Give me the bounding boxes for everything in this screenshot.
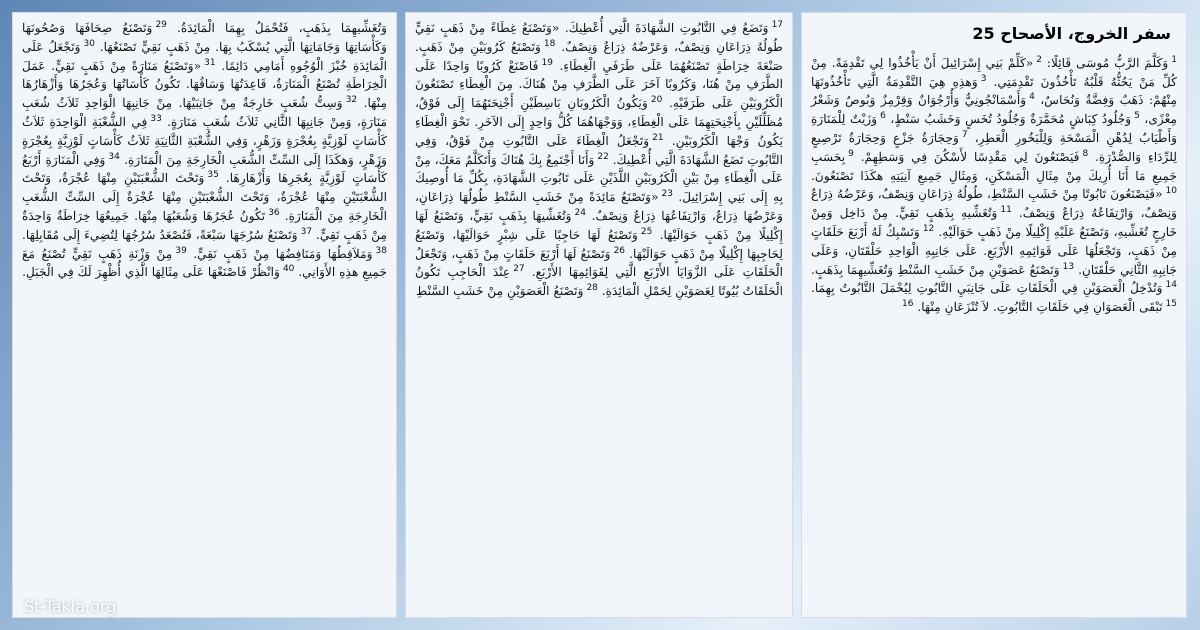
verse-number: 27 [513, 264, 525, 275]
verse-number: 37 [300, 226, 313, 237]
verse-text: «فَيَصْنَعُونَ تَابُوتًا مِنْ خَشَبِ السَّنْطِ، طُولُهُ ذِرَاعَانِ وَنِصْفٌ، وَعَرْضُهُ ذِرَاعٌ وَنِصْفٌ، وَارْتِفَاعُهُ ذِرَاعٌ وَنِصْفٌ. [811, 187, 1177, 221]
verse-text: وَهذِهِ هِيَ التَّقْدِمَةُ الَّتِي تَأْخُذُونَهَا مِنْهُمْ: ذَهَبٌ وَفِضَّةٌ وَنُحَاسٌ، [811, 74, 1178, 108]
verse-text: وَحِجَارَةُ جَزْعٍ وَحِجَارَةُ تَرْصِيعٍ لِلرِّدَاءِ وَالصُّدْرَةِ. [811, 130, 1177, 164]
verse-number: 38 [375, 245, 387, 256]
verse-text: «وَتَصْنَعُ غِطَاءً مِنْ ذَهَبٍ نَقِيٍّ طُولُهُ ذِرَاعَانِ وَنِصْفٌ، وَعَرْضُهُ ذِرَاعٌ وَنِصْفٌ. [415, 21, 784, 54]
verse-text: وَتَضَعُ فِي التَّابُوتِ الشَّهَادَةَ الَّتِي أُعْطِيكَ. [564, 21, 769, 35]
verse-text: وَجُلُودُ كِبَاشٍ مُحَمَّرَةٌ وَجُلُودُ تُخَسٍ وَخَشَبُ سَنْطٍ، [890, 112, 1132, 127]
verse-number: 18 [543, 38, 556, 49]
verse-number: 6 [880, 111, 886, 122]
verse-text: تَبْقَى الْعَصَوَانِ فِي حَلَقَاتِ التَّابُوتِ. لاَ تُنْزَعَانِ مِنْهَا. [917, 300, 1163, 315]
verse-number: 22 [597, 151, 609, 162]
verse-number: 4 [1029, 92, 1035, 103]
verse [177, 21, 387, 35]
verse-text: تَكُونُ عُجَرُهَا وَشُعَبُهَا مِنْهَا. جَمِيعُهَا خِرَاطَةٌ وَاحِدَةٌ مِنْ ذَهَبٍ نَقِيٍّ. [22, 208, 388, 242]
verse-number: 11 [1000, 205, 1012, 216]
verse-text: «وَتَصْنَعُ مَائِدَةً مِنْ خَشَبِ السَّنْطِ طُولُهَا ذِرَاعَانِ، وَعَرْضُهَا ذِرَاعٌ، وَارْتِفَاعُهَا ذِرَاعٌ وَنِصْفٌ. [415, 190, 784, 223]
verse-text: وَتَسْبِكُ لَهُ أَرْبَعَ حَلَقَاتٍ مِنْ ذَهَبٍ، وَتَجْعَلُهَا عَلَى قَوَائِمِهِ الأَرْبَعِ. عَلَى جَانِبِهِ الْوَاحِدِ حَلْقَتَانِ، وَعَلَى جَانِبِهِ الثَّانِي حَلْقَتَانِ. [811, 224, 1178, 277]
verse-number: 3 [980, 73, 987, 84]
text-column-right [801, 12, 1187, 618]
verse-text: بِحَسَبِ جَمِيعِ مَا أَنَا أُرِيكَ مِنْ مِثَالِ الْمَسْكَنِ، وَمِثَالِ جَمِيعِ آنِيَتِهِ هكَذَا تَصْنَعُونَ. [811, 149, 1177, 183]
verse-number: 15 [1165, 299, 1177, 310]
verse-text: وَتَصْنَعُ الْعَصَوَيْنِ مِنْ خَشَبِ السَّنْطِ [416, 284, 584, 299]
verse-text: وَسِتُّ شُعَبٍ خَارِجَةٌ مِنْ جَانِبَيْهَا. مِنْ جَانِبِهَا الْوَاحِدِ ثَلاَثُ شُعَبِ مَنَارَةٍ، وَمِنْ جَانِبِهَا الثَّانِي ثَلاَثُ شُعَبِ مَنَارَةٍ. [22, 96, 388, 129]
verse-number: 1 [1171, 54, 1177, 65]
verse [917, 300, 1177, 314]
verse-number: 21 [652, 132, 664, 143]
verse-number: 2 [1036, 54, 1042, 65]
column-body [22, 19, 387, 282]
verse-text: فَاصْنَعْ كَرُوبًا وَاحِدًا عَلَى الطَّرَفِ مِنْ هُنَا، وَكَرُوبًا آخَرَ عَلَى الطَّرَفِ مِنْ هُنَاكَ. مِنَ الْغِطَاءِ تَصْنَعُونَ الْكَرُوبَيْنِ عَلَى طَرَفَيْهِ. [415, 58, 784, 111]
verse-number: 23 [661, 189, 673, 200]
verse-number: 28 [586, 283, 598, 294]
verse-text: وَتَصْنَعُ سُرُجَهَا سَبْعَةً، فَتُصْعَدُ سُرُجُهَا لِتُضِيءَ إِلَى مُقَابِلِهَا. [22, 227, 298, 242]
verse-number: 10 [1165, 186, 1177, 197]
verse-text: وَتَجْعَلُ الْغِطَاءَ عَلَى التَّابُوتِ مِنْ فَوْقُ، وَفِي التَّابُوتِ تَضَعُ الشَّهَادَةَ الَّتِي أُعْطِيكَ. [415, 133, 783, 167]
verse-text: وَأَسْمَانْجُونِيٌّ وَأُرْجُوَانٌ وَقِرْمِزٌ وَبُوصٌ وَشَعْرُ مِعْزًى، [811, 93, 1178, 127]
verse [22, 265, 294, 279]
verse [565, 21, 783, 35]
verse-number: 5 [1134, 111, 1140, 122]
verse-text: وَكَلَّمَ الرَّبُّ مُوسَى قَائِلًا: [1046, 55, 1169, 70]
verse-text: وَتَجْعَلُ عَلَى الْمَائِدَةِ خُبْزَ الْوُجُوهِ أَمَامِي دَائِمًا. [22, 39, 388, 73]
column-body [811, 54, 1177, 317]
verse-text: وَتَصْنَعُ لَهَا أَرْبَعَ حَلَقَاتٍ مِنْ ذَهَبٍ، وَتَجْعَلُ الْحَلَقَاتِ عَلَى الزَّوَايَا الأَرْبَعِ الَّتِي لِقَوَائِمِهَا الأَرْبَعِ. [415, 246, 784, 280]
verse [811, 281, 1177, 295]
verse-text: «كَلِّمْ بَنِي إِسْرَائِيلَ أَنْ يَأْخُذُوا لِي تَقْدِمَةً. مِنْ كُلِّ مَنْ يَحُثُّهُ قَلْبُهُ تَأْخُذُونَ تَقْدِمَتِي. [811, 55, 1177, 89]
verse [861, 150, 1089, 164]
verse-text: وَتَصْنَعُ كَرُوبَيْنِ مِنْ ذَهَبٍ. صَنْعَةَ خِرَاطَةٍ تَصْنَعُهُمَا عَلَى طَرَفَيِ الْغِطَاءِ. [415, 39, 783, 73]
verse-text: فِي الشُّعْبَةِ الْوَاحِدَةِ ثَلاَثُ كَأْسَاتٍ لَوْزِيَّةٍ بِعُجْرَةٍ وَزَهْرٍ، وَفِي الشُّعْبَةِ الثَّانِيَةِ ثَلاَثُ كَأْسَاتٍ لَوْزِيَّةٍ بِعُجْرَةٍ وَزَهْرٍ، وَهكَذَا إِلَى السِّتِّ الشُّعَبِ الْخَارِجَةِ مِنَ الْمَنَارَةِ. [22, 114, 388, 167]
verse-number: 30 [83, 38, 95, 49]
verse-number: 36 [268, 207, 280, 218]
verse-text: مِنْ وَزْنَةِ ذَهَبٍ نَقِيٍّ تُصْنَعُ مَعَ جَمِيعِ هذِهِ الأَوَانِي. [22, 246, 387, 280]
verse-number: 40 [282, 264, 295, 275]
column-body [415, 19, 783, 301]
verse-number: 33 [150, 113, 162, 124]
verse-number: 34 [108, 151, 120, 162]
verse-number: 31 [204, 57, 216, 68]
verse [899, 300, 913, 314]
verse-text: وَتُغَشِّيهِ بِذَهَبٍ نَقِيٍّ. مِنْ دَاخِل وَمِنْ خَارِجٍ تُغَشِّيهِ، وَتَصْنَعُ عَلَيْهِ إِكْلِيلًا مِنْ ذَهَبٍ حَوَالَيْهِ. [811, 206, 1177, 239]
text-column-left [12, 12, 397, 618]
verse-number: 16 [902, 299, 914, 310]
verse-text: وَتَصْنَعُ صِحَافَهَا وَصُحُونَهَا وَكَأْسَاتِهَا وَجَامَاتِهَا الَّتِي يُسْكَبُ بِهَا. مِنْ ذَهَبٍ نَقِيٍّ تَصْنَعُهَا. [22, 21, 387, 54]
verse-text: وَيَكُونُ الْكَرُوبَانِ بَاسِطَيْنِ أَجْنِحَتَهُمَا إِلَى فَوْقُ، مُظَلِّلَيْنِ بِأَجْنِحَتِهِمَا عَلَى الْغِطَاءِ، وَوَجْهَاهُمَا كُلُّ وَاحِدٍ إِلَى الآخَرِ. نَحْوَ الْغِطَاءِ يَكُونُ وَجْهَا الْكَرُوبَيْنِ. [415, 96, 784, 148]
verse [22, 228, 312, 242]
page-title: سفر الخروج، الأصحاح 25 [972, 24, 1171, 43]
verse-text: وَتَصْنَعُ عَصَوَيْنِ مِنْ خَشَبِ السَّنْطِ وَتُغَشِّيهِمَا بِذَهَبٍ. [811, 262, 1060, 277]
verse-number: 19 [541, 57, 553, 68]
verse-number: 25 [640, 226, 653, 237]
text-column-middle [405, 12, 793, 618]
verse [1047, 56, 1177, 70]
verse-text: وَفِي الْمَنَارَةِ أَرْبَعُ كَأْسَاتٍ لَوْزِيَّةٍ بِعُجَرِهَا وَأَزْهَارِهَا. [22, 152, 387, 186]
verse-number: 8 [1082, 148, 1089, 159]
verse-number: 9 [848, 148, 854, 159]
verse-number: 26 [613, 245, 626, 256]
verse-text: «وَتَصْنَعُ مَنَارَةً مِنْ ذَهَبٍ نَقِيٍّ. عَمَلَ الْخِرَاطَةِ تُصْنَعُ الْمَنَارَةُ، قَاعِدَتُهَا وَسَاقُهَا. تَكُونُ كَأْسَاتُهَا وَعُجَرُهَا وَأَزْهَارُهَا مِنْهَا. [22, 58, 388, 111]
verse-text: وَتُدْخِلُ الْعَصَوَيْنِ فِي الْحَلَقَاتِ عَلَى جَانِبَيِ التَّابُوتِ لِيُحْمَلَ التَّابُوتُ بِهِمَا. [811, 281, 1163, 296]
verse-text: وَتُغَشِّيهَا بِذَهَبٍ نَقِيٍّ، وَتَصْنَعُ لَهَا إِكْلِيلًا مِنْ ذَهَبٍ حَوَالَيْهَا. [415, 208, 784, 242]
verse-text: وَمَلاَقِطُهَا وَمَنَافِضُهَا مِنْ ذَهَبٍ نَقِيٍّ. [193, 246, 373, 261]
verse-number: 14 [1165, 280, 1177, 291]
verse [890, 112, 1139, 126]
verse [811, 263, 1074, 277]
verse-text: عِنْدَ الْحَاجِبِ تَكُونُ الْحَلَقَاتُ بُيُوتًا لِعَصَوَيْنِ لِحَمْلِ الْمَائِدَةِ. [415, 265, 783, 299]
verse [193, 247, 387, 261]
verse [416, 284, 598, 298]
verse-text: وَتُغَشِّيهِمَا بِذَهَبٍ، فَتُحْمَلُ بِهِمَا الْمَائِدَةُ. [177, 21, 388, 35]
verse-number: 20 [650, 95, 663, 106]
watermark: St-Takla.org [24, 597, 117, 616]
verse-number: 35 [207, 170, 219, 181]
verse-text: وَتَحْتَ الشُّعْبَتَيْنِ مِنْهَا عُجْرَةٌ، وَتَحْتَ الشُّعْبَتَيْنِ مِنْهَا عُجْرَةٌ، وَتَحْتَ الشُّعْبَتَيْنِ مِنْهَا عُجْرَةٌ إِلَى السِّتِّ الشُّعَبِ الْخَارِجَةِ مِنَ الْمَنَارَةِ. [22, 171, 388, 223]
verse-text: وَأَنَا أَجْتَمِعُ بِكَ هُنَاكَ وَأَتَكَلَّمُ مَعَكَ، مِنْ عَلَى الْغِطَاءِ مِنْ بَيْنِ الْكَرُوبَيْنِ اللَّذَيْنِ عَلَى تَابُوتِ الشَّهَادَةِ، بِكُلِّ مَا أُوصِيكَ بِهِ إِلَى بَنِي إِسْرَائِيلَ. [415, 152, 783, 205]
verse-number: 12 [922, 223, 935, 234]
verse-number: 29 [155, 19, 167, 30]
verse-text: وَزَيْتٌ لِلْمَنَارَةِ وَأَطْيَابٌ لِدُهْنِ الْمَسْحَةِ وَلِلْبَخُورِ الْعَطِرِ، [811, 112, 1177, 145]
verse-number: 32 [345, 95, 358, 106]
verse-number: 24 [574, 207, 586, 218]
verse-number: 17 [771, 19, 784, 30]
verse-number: 39 [175, 245, 187, 256]
verse-number: 7 [961, 129, 968, 140]
verse-text: وَانْظُرْ فَاصْنَعْهَا عَلَى مِثَالِهَا الَّذِي أُظْهِرَ لَكَ فِي الْجَبَلِ. [22, 265, 280, 280]
verse-text: وَتَصْنَعُ لَهَا حَاجِبًا عَلَى شِبْرٍ حَوَالَيْهَا، وَتَصْنَعُ لِحَاجِبِهَا إِكْلِيلًا مِنْ ذَهَبٍ حَوَالَيْهَا. [415, 227, 784, 261]
verse-number: 13 [1062, 261, 1075, 272]
verse-text: فَيَصْنَعُونَ لِي مَقْدِسًا لأَسْكُنَ فِي وَسَطِهِمْ. [860, 149, 1080, 164]
